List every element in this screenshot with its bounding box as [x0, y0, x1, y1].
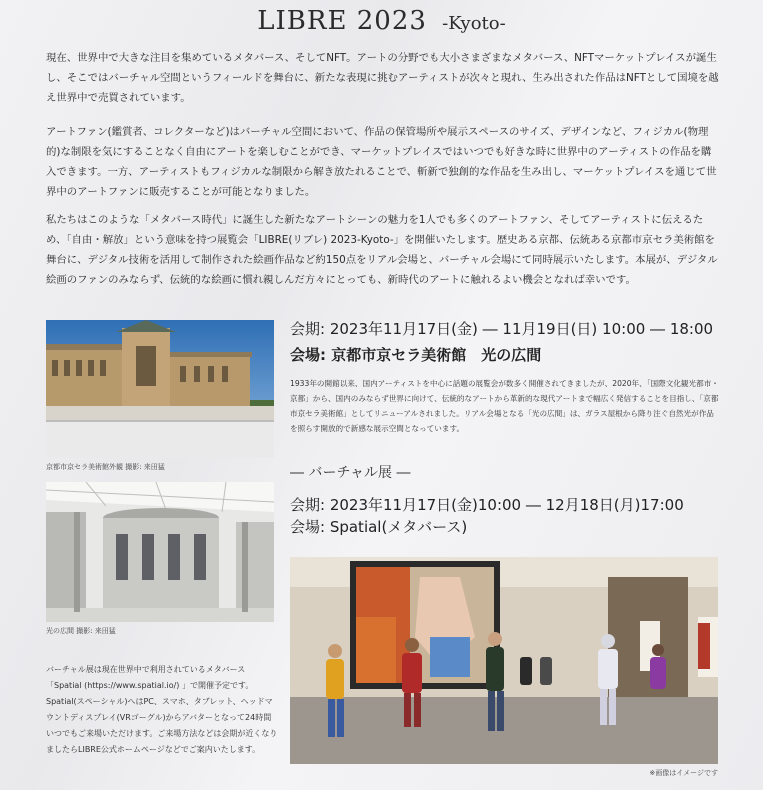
museum-description: 1933年の開館以来、国内アーティストを中心に話題の展覧会が数多く開催されてきましたが、2020年、「国際文化観光都市・京都」から、国内のみならず世界に向けて、伝統的なアートから革新的な現代アートまで幅広く発信することを目指し、「京都市京セラ美術館」としてリニューアルされました。リアル会場となる「光の広間」は、ガラス屋根から降り注ぐ自然光が作品を照らす開放的で新感な展示空間となっています。: [290, 379, 719, 433]
image-note: ※画像はイメージです: [649, 769, 718, 777]
real-exhibition-venue: 会場: 京都市京セラ美術館 光の広間: [290, 346, 542, 364]
virtual-exhibition-heading: ― バーチャル展 ―: [290, 465, 411, 481]
intro-paragraph-2: アートファン(鑑賞者、コレクターなど)はバーチャル空間において、作品の保管場所や展示スペースのサイズ、デザインなど、フィジカル(物理的)な制限を気にすることなく自由にアートを楽しむことができ、マーケットプレイスではいつでも好きな時に世界中のアーティストの作品を購入できます。一方、アーティストもフィジカルな制限から解き放たれることで、斬新で独創的な作品を生み出し、マーケットプレイスを通じて世界中のアートファンに販売することが可能となりました。: [46, 126, 717, 198]
virtual-exhibition-period: 会期: 2023年11月17日(金)10:00 ― 12月18日(月)17:00: [290, 496, 684, 514]
title-main: LIBRE 2023: [257, 6, 427, 36]
intro-paragraph-3: 私たちはこのような「メタバース時代」に誕生した新たなアートシーンの魅力を1人でも多くのアートファン、そしてアーティストに伝えるため、「自由・解放」という意味を持つ展覧会「LIBRE(リブレ) 2023-Kyoto-」を開催いたします。歴史ある京都、伝統ある京都市京セラ美術館を舞台に、デジタル技術を活用して制作された絵画作品など約150点をリアル会場と、バーチャル会場にて同時展示いたします。本展が、デジタル絵画のファンのみならず、伝統的な絵画に慣れ親しんだ方々にとっても、新時代のアートに触れるよい機会となれば幸いです。: [46, 214, 718, 286]
hall-caption: 光の広間 撮影: 来田猛: [46, 627, 116, 635]
hall-photo: [46, 482, 274, 622]
virtual-gallery-image: [290, 557, 718, 764]
title-subtitle: -Kyoto-: [442, 13, 506, 34]
museum-exterior-photo: [46, 320, 274, 458]
real-exhibition-period: 会期: 2023年11月17日(金) ― 11月19日(日) 10:00 ― 18:00: [290, 320, 714, 338]
museum-exterior-caption: 京都市京セラ美術館外観 撮影: 来田猛: [46, 463, 165, 471]
virtual-exhibition-note: バーチャル展は現在世界中で利用されているメタバース「Spatial (https://www.spatial.io/) 」で開催予定です。Spatial(スペーシャル)へはPC、スマホ、タブレット、ヘッドマウントディスプレイ(VRゴーグル)からアバターとなって24時間いつでもご来場いただけます。ご来場方法などは会期が近くなりましたらLIBRE公式ホームページなどでご案内いたします。: [46, 665, 278, 754]
page-title: [0, 6, 763, 36]
virtual-exhibition-venue: 会場: Spatial(メタバース): [290, 518, 468, 536]
intro-paragraph-1: 現在、世界中で大きな注目を集めているメタバース、そしてNFT。アートの分野でも大小さまざまなメタバース、NFTマーケットプレイスが誕生し、そこではバーチャル空間というフィールドを舞台に、新たな表現に挑むアーティストが次々と現れ、生み出された作品はNFTとして国境を越え世界中で売買されています。: [46, 52, 719, 104]
